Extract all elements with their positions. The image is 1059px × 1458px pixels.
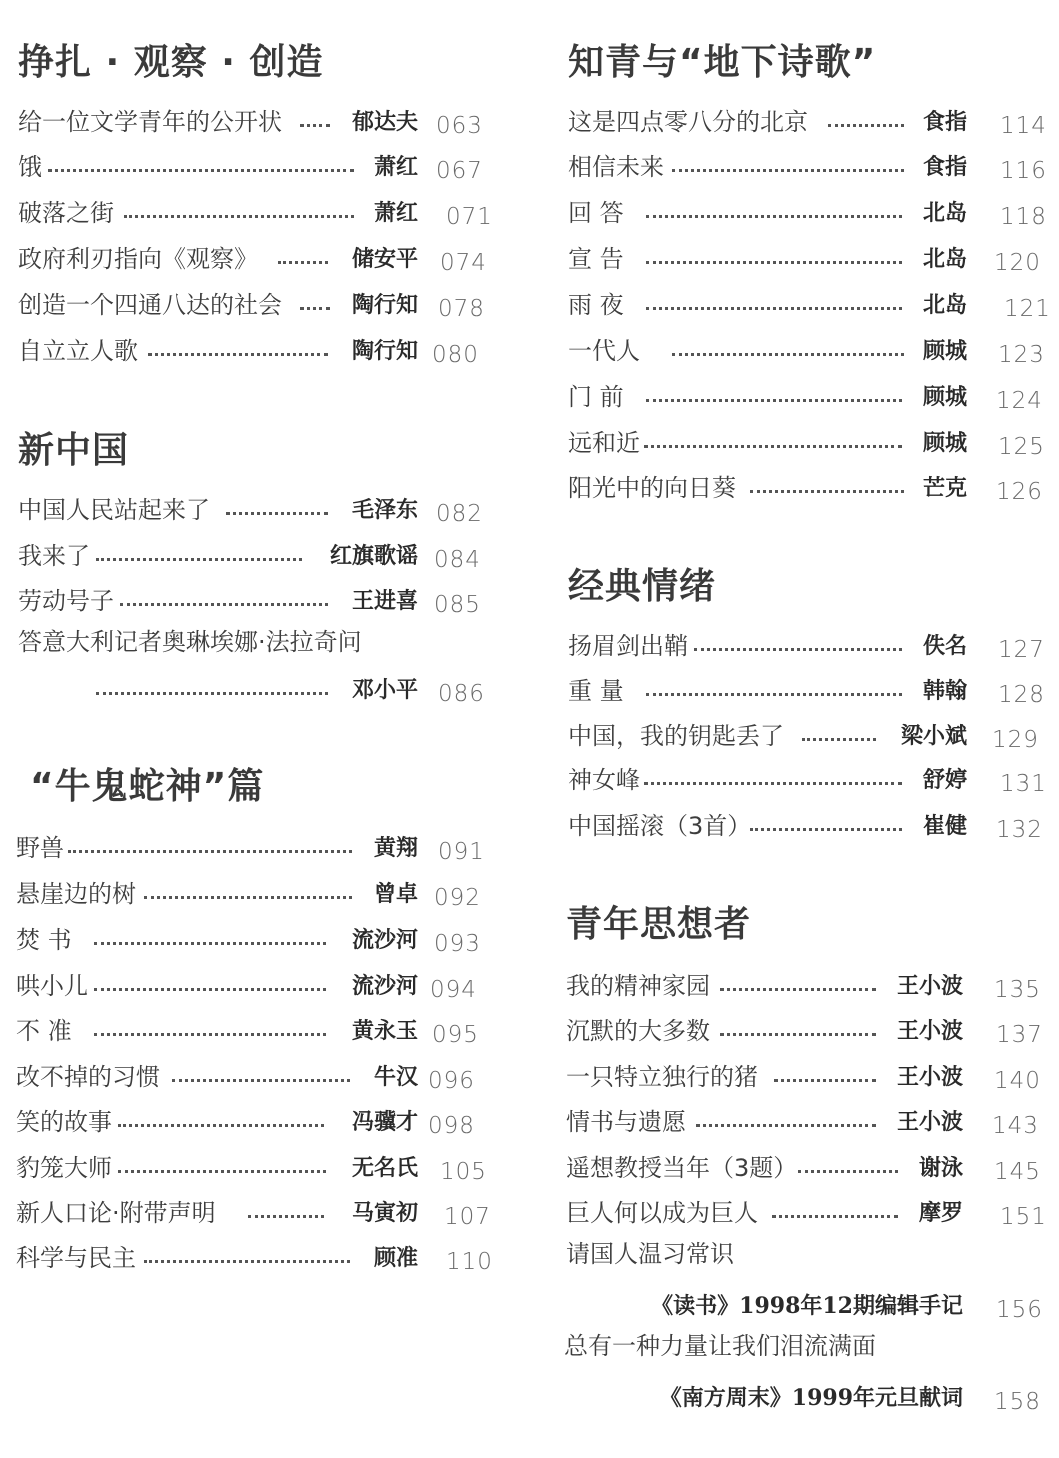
- entry-page: 135: [994, 977, 1041, 1003]
- entry-author: 邓小平: [351, 677, 418, 703]
- entry-page: 121: [1004, 296, 1051, 322]
- entry-title: 这是四点零八分的北京: [568, 102, 812, 142]
- entry-page: 095: [432, 1022, 479, 1048]
- entry-title: 巨人何以成为巨人: [566, 1193, 762, 1233]
- entry-author: 舒婷: [922, 767, 967, 793]
- leader-dots: [148, 353, 328, 356]
- entry-page: 127: [998, 637, 1045, 663]
- entry-page: 105: [440, 1159, 487, 1185]
- toc-entry[interactable]: [548, 1286, 1059, 1326]
- leader-dots: [696, 1124, 876, 1127]
- toc-entry[interactable]: [548, 239, 1059, 279]
- entry-page: 092: [434, 885, 481, 911]
- entry-page: 151: [1000, 1204, 1047, 1230]
- entry-title: 沉默的大多数: [566, 1011, 714, 1051]
- section-title: 挣扎 · 观察 · 创造: [18, 42, 324, 83]
- section-title: 青年思想者: [566, 904, 752, 945]
- entry-title[interactable]: 答意大利记者奥琳埃娜·法拉奇问: [18, 628, 362, 656]
- entry-title: 我来了: [18, 536, 94, 576]
- entry-author: 流沙河: [351, 973, 418, 999]
- entry-author: 芒克: [922, 475, 967, 501]
- entry-author: 《南方周末》1999年元旦献词: [659, 1385, 963, 1411]
- entry-author: 郁达夫: [351, 109, 418, 135]
- leader-dots: [278, 261, 328, 264]
- leader-dots: [720, 988, 876, 991]
- entry-page: 143: [992, 1113, 1039, 1139]
- leader-dots: [644, 782, 902, 785]
- leader-dots: [96, 692, 328, 695]
- toc-entry[interactable]: [0, 239, 500, 279]
- entry-page: 071: [446, 204, 493, 230]
- entry-page: 110: [446, 1249, 493, 1275]
- entry-author: 陶行知: [351, 338, 418, 364]
- toc-entry[interactable]: [0, 193, 500, 233]
- entry-page: 082: [436, 501, 483, 527]
- entry-author: 王小波: [896, 973, 963, 999]
- entry-author: 储安平: [351, 246, 418, 272]
- toc-entry[interactable]: [0, 966, 500, 1006]
- toc-entry[interactable]: [548, 1011, 1059, 1051]
- entry-author: 顾城: [922, 338, 967, 364]
- entry-title: 焚 书: [16, 920, 76, 960]
- entry-author: 梁小斌: [900, 723, 967, 749]
- entry-page: 145: [994, 1159, 1041, 1185]
- entry-title: 扬眉剑出鞘: [568, 626, 692, 666]
- leader-dots: [48, 169, 354, 172]
- entry-title: 劳动号子: [18, 581, 118, 621]
- entry-page: 118: [1000, 204, 1047, 230]
- toc-entry[interactable]: [548, 760, 1059, 800]
- entry-title: 中国摇滚（3首）: [568, 806, 755, 846]
- toc-entry[interactable]: [548, 806, 1059, 846]
- entry-author: 王小波: [896, 1064, 963, 1090]
- entry-title: 创造一个四通八达的社会: [18, 285, 286, 325]
- entry-author: 食指: [922, 154, 967, 180]
- section-title: 经典情绪: [568, 566, 717, 607]
- entry-author: 萧红: [373, 154, 418, 180]
- entry-title: 回 答: [568, 193, 628, 233]
- leader-dots: [672, 353, 904, 356]
- entry-page: 120: [994, 250, 1041, 276]
- leader-dots: [300, 124, 330, 127]
- entry-author: 马寅初: [351, 1200, 418, 1226]
- entry-title: 雨 夜: [568, 285, 628, 325]
- entry-page: 132: [996, 817, 1043, 843]
- leader-dots: [772, 1215, 898, 1218]
- leader-dots: [144, 896, 352, 899]
- entry-page: 129: [992, 727, 1039, 753]
- leader-dots: [120, 603, 328, 606]
- toc-entry[interactable]: [0, 920, 500, 960]
- leader-dots: [646, 261, 902, 264]
- entry-author: 佚名: [922, 633, 967, 659]
- leader-dots: [124, 215, 354, 218]
- leader-dots: [720, 1033, 876, 1036]
- toc-entry[interactable]: [0, 828, 500, 868]
- entry-author: 黄翔: [373, 835, 418, 861]
- leader-dots: [118, 1170, 326, 1173]
- entry-title: 一只特立独行的猪: [566, 1057, 762, 1097]
- toc-entry[interactable]: [548, 966, 1059, 1006]
- entry-title: 豹笼大师: [16, 1148, 116, 1188]
- leader-dots: [172, 1079, 350, 1082]
- entry-page: 084: [434, 547, 481, 573]
- entry-page: 131: [1000, 771, 1047, 797]
- entry-title: 中国，我的钥匙丢了: [568, 716, 788, 756]
- entry-page: 125: [998, 434, 1045, 460]
- entry-page: 091: [438, 839, 485, 865]
- toc-entry[interactable]: [0, 1148, 500, 1188]
- entry-title: 宣 告: [568, 239, 628, 279]
- entry-page: 096: [428, 1068, 475, 1094]
- toc-entry[interactable]: [0, 670, 500, 710]
- toc-entry[interactable]: [548, 468, 1059, 508]
- entry-title[interactable]: 总有一种力量让我们泪流满面: [564, 1332, 876, 1360]
- entry-title: 神女峰: [568, 760, 644, 800]
- leader-dots: [672, 169, 904, 172]
- leader-dots: [94, 1033, 326, 1036]
- entry-title: 野兽: [16, 828, 68, 868]
- leader-dots: [798, 1170, 898, 1173]
- leader-dots: [646, 399, 902, 402]
- entry-title: 饿: [18, 147, 46, 187]
- leader-dots: [118, 1124, 324, 1127]
- entry-page: 078: [438, 296, 485, 322]
- leader-dots: [248, 1215, 324, 1218]
- toc-entry[interactable]: [0, 1238, 500, 1278]
- entry-title: 门 前: [568, 377, 628, 417]
- entry-title: 悬崖边的树: [16, 874, 140, 914]
- toc-entry[interactable]: [0, 490, 500, 530]
- toc-entry[interactable]: [548, 626, 1059, 666]
- entry-page: 128: [998, 682, 1045, 708]
- entry-author: 红旗歌谣: [329, 543, 418, 569]
- leader-dots: [750, 828, 902, 831]
- entry-page: 094: [430, 977, 477, 1003]
- entry-author: 无名氏: [351, 1155, 418, 1181]
- toc-entry[interactable]: [548, 147, 1059, 187]
- entry-author: 王小波: [896, 1018, 963, 1044]
- entry-author: 冯骥才: [351, 1109, 418, 1135]
- toc-entry[interactable]: [0, 102, 500, 142]
- entry-author: 《读书》1998年12期编辑手记: [651, 1293, 963, 1319]
- leader-dots: [96, 558, 302, 561]
- toc-entry[interactable]: [548, 1193, 1059, 1233]
- toc-entry[interactable]: [548, 193, 1059, 233]
- entry-title: 给一位文学青年的公开状: [18, 102, 286, 142]
- entry-author: 崔健: [922, 813, 967, 839]
- entry-author: 流沙河: [351, 927, 418, 953]
- entry-page: 114: [1000, 113, 1047, 139]
- entry-author: 北岛: [922, 246, 967, 272]
- entry-author: 黄永玉: [351, 1018, 418, 1044]
- toc-entry[interactable]: [548, 1148, 1059, 1188]
- entry-title: 笑的故事: [16, 1102, 116, 1142]
- entry-title: 哄小儿: [16, 966, 92, 1006]
- entry-author: 毛泽东: [351, 497, 418, 523]
- entry-page: 063: [436, 113, 483, 139]
- toc-entry[interactable]: [548, 423, 1059, 463]
- toc-entry[interactable]: [0, 1011, 500, 1051]
- leader-dots: [694, 648, 902, 651]
- toc-entry[interactable]: [0, 1057, 500, 1097]
- entry-author: 谢泳: [918, 1155, 963, 1181]
- toc-entry[interactable]: [0, 581, 500, 621]
- entry-author: 萧红: [373, 200, 418, 226]
- section-title: “牛鬼蛇神”篇: [30, 766, 265, 807]
- entry-title: 情书与遗愿: [566, 1102, 690, 1142]
- entry-page: 156: [996, 1297, 1043, 1323]
- entry-title: 重 量: [568, 671, 628, 711]
- leader-dots: [94, 942, 326, 945]
- entry-author: 王进喜: [351, 588, 418, 614]
- entry-page: 093: [434, 931, 481, 957]
- entry-title: 阳光中的向日葵: [568, 468, 740, 508]
- section-title: 新中国: [18, 430, 130, 471]
- entry-author: 牛汉: [373, 1064, 418, 1090]
- toc-entry[interactable]: [548, 716, 1059, 756]
- leader-dots: [750, 490, 904, 493]
- entry-title: 不 准: [16, 1011, 76, 1051]
- leader-dots: [644, 445, 902, 448]
- entry-title: 改不掉的习惯: [16, 1057, 164, 1097]
- leader-dots: [828, 124, 904, 127]
- entry-page: 158: [994, 1389, 1041, 1415]
- leader-dots: [144, 1260, 350, 1263]
- entry-author: 顾城: [922, 430, 967, 456]
- entry-page: 124: [996, 388, 1043, 414]
- toc-entry[interactable]: [548, 102, 1059, 142]
- entry-page: 080: [432, 342, 479, 368]
- leader-dots: [646, 307, 902, 310]
- toc-entry[interactable]: [548, 331, 1059, 371]
- entry-author: 王小波: [896, 1109, 963, 1135]
- entry-author: 顾城: [922, 384, 967, 410]
- entry-author: 摩罗: [918, 1200, 963, 1226]
- toc-entry[interactable]: [548, 377, 1059, 417]
- entry-title: 科学与民主: [16, 1238, 140, 1278]
- entry-page: 140: [994, 1068, 1041, 1094]
- entry-title: 我的精神家园: [566, 966, 714, 1006]
- toc-entry[interactable]: [0, 147, 500, 187]
- entry-page: 085: [434, 592, 481, 618]
- entry-title: 中国人民站起来了: [18, 490, 214, 530]
- leader-dots: [94, 988, 326, 991]
- entry-page: 123: [998, 342, 1045, 368]
- entry-page: 074: [440, 250, 487, 276]
- entry-title: 破落之街: [18, 193, 118, 233]
- toc-entry[interactable]: [0, 536, 500, 576]
- toc-entry[interactable]: [548, 1102, 1059, 1142]
- entry-author: 陶行知: [351, 292, 418, 318]
- entry-author: 北岛: [922, 200, 967, 226]
- leader-dots: [646, 215, 902, 218]
- entry-title: 遥想教授当年（3题）: [566, 1148, 801, 1188]
- entry-title: 远和近: [568, 423, 644, 463]
- toc-entry[interactable]: [548, 671, 1059, 711]
- leader-dots: [646, 693, 902, 696]
- leader-dots: [802, 738, 876, 741]
- toc-entry[interactable]: [0, 874, 500, 914]
- entry-title: 新人口论·附带声明: [16, 1193, 220, 1233]
- leader-dots: [774, 1079, 876, 1082]
- entry-page: 107: [444, 1204, 491, 1230]
- toc-entry[interactable]: [0, 331, 500, 371]
- toc-entry[interactable]: [548, 285, 1059, 325]
- entry-title: 政府利刃指向《观察》: [18, 239, 262, 279]
- entry-author: 曾卓: [373, 881, 418, 907]
- toc-entry[interactable]: [548, 1378, 1059, 1418]
- toc-entry[interactable]: [0, 285, 500, 325]
- toc-entry[interactable]: [0, 1102, 500, 1142]
- section-title: 知青与“地下诗歌”: [568, 42, 877, 83]
- entry-page: 067: [436, 158, 483, 184]
- entry-page: 126: [996, 479, 1043, 505]
- entry-page: 098: [428, 1113, 475, 1139]
- leader-dots: [68, 850, 352, 853]
- entry-page: 137: [996, 1022, 1043, 1048]
- entry-title: 自立立人歌: [18, 331, 142, 371]
- entry-author: 食指: [922, 109, 967, 135]
- leader-dots: [300, 307, 330, 310]
- entry-page: 086: [438, 681, 485, 707]
- toc-entry[interactable]: [548, 1057, 1059, 1097]
- entry-page: 116: [1000, 158, 1047, 184]
- leader-dots: [226, 512, 328, 515]
- entry-title: 相信未来: [568, 147, 668, 187]
- entry-author: 北岛: [922, 292, 967, 318]
- entry-author: 顾准: [373, 1245, 418, 1271]
- entry-title[interactable]: 请国人温习常识: [566, 1240, 734, 1268]
- entry-title: 一代人: [568, 331, 644, 371]
- entry-author: 韩翰: [922, 678, 967, 704]
- toc-entry[interactable]: [0, 1193, 500, 1233]
